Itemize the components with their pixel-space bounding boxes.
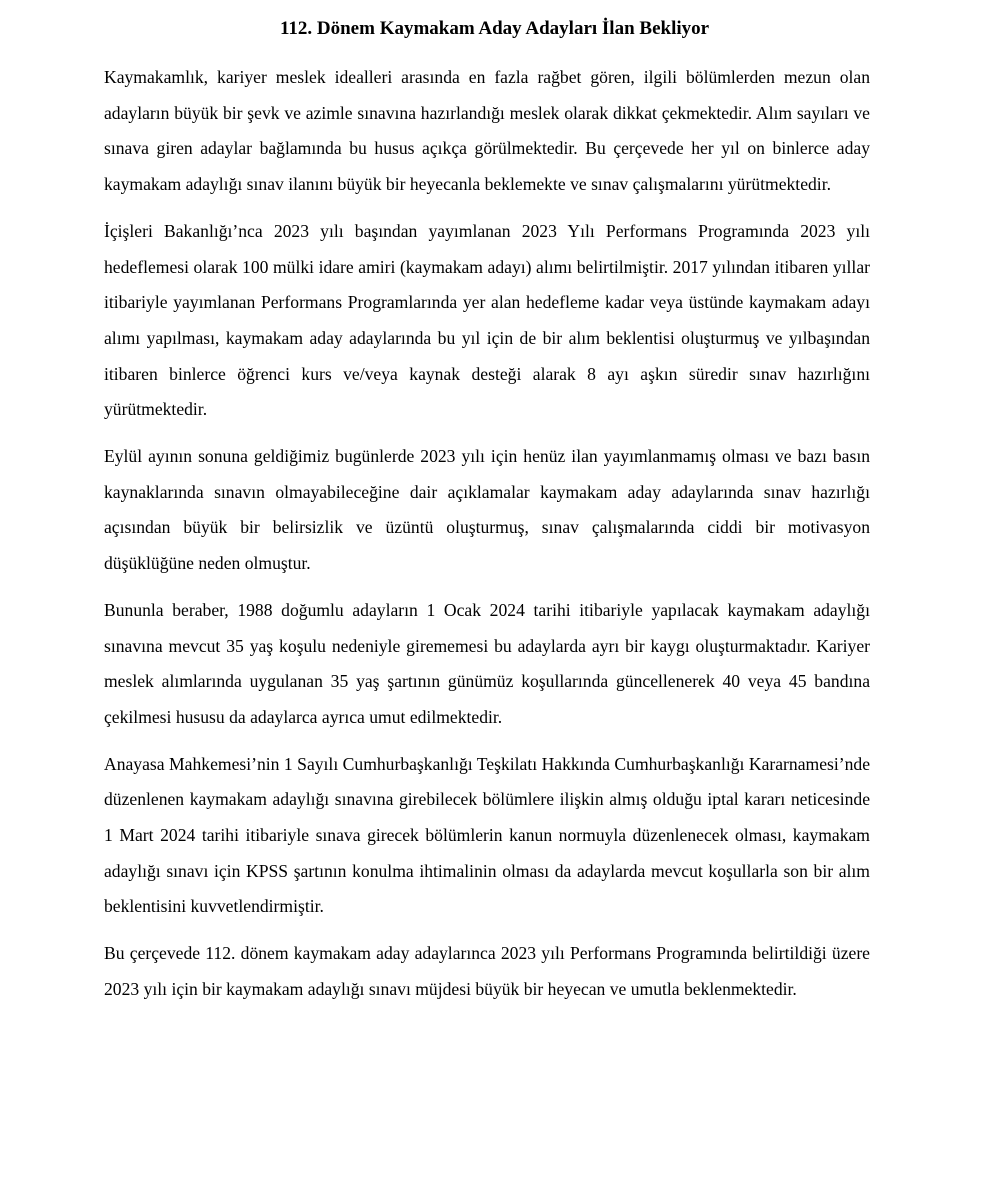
paragraph-3: Eylül ayının sonuna geldiğimiz bugünlerde 2023 yılı için henüz ilan yayımlanmamış olması ve bazı basın kaynaklarında sınavın olmayabileceğine dair açıklamalar kaymakam aday adaylarında sınav hazırlığı açısından büyük bir belirsizlik ve üzüntü oluşturmuş, sınav çalışmalarında ciddi bir motivasyon düşüklüğüne neden olmuştur. [104, 446, 870, 574]
paragraph-4: Bununla beraber, 1988 doğumlu adayların 1 Ocak 2024 tarihi itibariyle yapılacak kaymakam adaylığı sınavına mevcut 35 yaş koşulu nedeniyle girememesi bu adaylarda ayrı bir kaygı oluşturmaktadır. Kariyer meslek alımlarında uygulanan 35 yaş şartının günümüz koşullarında güncellenerek 40 veya 45 bandına çekilmesi hususu da adaylarca ayrıca umut edilmektedir. [104, 599, 870, 727]
paragraph-1: Kaymakamlık, kariyer meslek idealleri arasında en fazla rağbet gören, ilgili bölümlerden mezun olan adayların büyük bir şevk ve azimle sınavına hazırlandığı meslek olarak dikkat çekmektedir. Alım sayıları ve sınava giren adaylar bağlamında bu husus açıkça görülmektedir. Bu çerçevede her yıl on binlerce aday kaymakam adaylığı sınav ilanını büyük bir heyecanla beklemekte ve sınav çalışmalarını yürütmektedir. [104, 67, 870, 195]
document-body [104, 60, 870, 1019]
paragraph-6: Bu çerçevede 112. dönem kaymakam aday adaylarınca 2023 yılı Performans Programında belirtildiği üzere 2023 yılı için bir kaymakam adaylığı sınavı müjdesi büyük bir heyecan ve umutla beklenmektedir. [104, 943, 870, 999]
document-title: 112. Dönem Kaymakam Aday Adayları İlan Bekliyor [279, 18, 710, 39]
paragraph-2: İçişleri Bakanlığı’nca 2023 yılı başından yayımlanan 2023 Yılı Performans Programında 2023 yılı hedeflemesi olarak 100 mülki idare amiri (kaymakam adayı) alımı belirtilmiştir. 2017 yılından itibaren yıllar itibariyle yayımlanan Performans Programlarında yer alan hedefleme kadar veya üstünde kaymakam adayı alımı yapılması, kaymakam aday adaylarında bu yıl için de bir alım beklentisi oluşturmuş ve yılbaşından itibaren binlerce öğrenci kurs ve/veya kaynak desteği alarak 8 ayı aşkın süredir sınav hazırlığını yürütmektedir. [104, 220, 870, 420]
paragraph-5: Anayasa Mahkemesi’nin 1 Sayılı Cumhurbaşkanlığı Teşkilatı Hakkında Cumhurbaşkanlığı Kararnamesi’nde düzenlenen kaymakam adaylığı sınavına girebilecek bölümlere ilişkin almış olduğu iptal kararı neticesinde 1 Mart 2024 tarihi itibariyle sınava girecek bölümlerin kanun normuyla düzenlenecek olması, kaymakam adaylığı sınavı için KPSS şartının konulma ihtimalinin olması da adaylarda mevcut koşullarla son bir alım beklentisini kuvvetlendirmiştir. [104, 753, 870, 917]
